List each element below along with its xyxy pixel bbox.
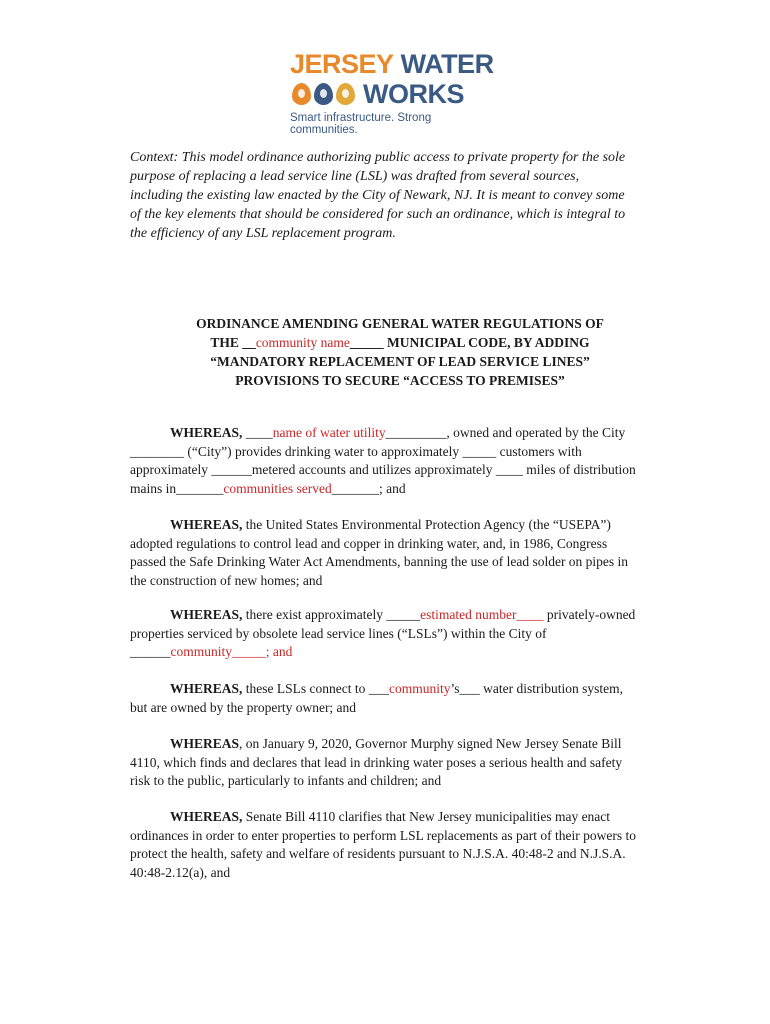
whereas-paragraph-6: WHEREAS, Senate Bill 4110 clarifies that New Jersey municipalities may enact ordinances in order to enter properties to perform LSL replacements as part of their powers to protect the health, safety and welfare of residents pursuant to N.J.S.A. 40:48-2 and N.J.S.A. 40:48-2.12(a), and (130, 809, 636, 880)
logo-word-works: WORKS (363, 79, 464, 109)
placeholder-water-utility: name of water utility (272, 425, 386, 440)
whereas-paragraph-5: WHEREAS, on January 9, 2020, Governor Murphy signed New Jersey Senate Bill 4110, which finds and declares that lead in drinking water poses a serious health and safety risk to the public, particularly to infants and children; and (130, 736, 623, 788)
context-note: Context: This model ordinance authorizing public access to private property for the sole purpose of replacing a lead service line (LSL) was drafted from several sources, including the existing law enacted by the City of Newark, NJ. It is meant to convey some of the key elements that should be considered for such an ordinance, which is integral to the efficiency of any LSL replacement program. (130, 150, 626, 241)
water-drop-icon (314, 83, 333, 105)
logo-word-jersey: JERSEY (290, 49, 394, 79)
logo-word-water: WATER (400, 49, 494, 79)
whereas-paragraph-2: WHEREAS, the United States Environmental Protection Agency (the “USEPA”) adopted regulations to control lead and copper in drinking water, and, in 1986, Congress passed the Safe Drinking Water Act Amendments, banning the use of lead solder on pipes in the construction of new homes; and (130, 517, 629, 588)
title-line-2: THE __community name_____ MUNICIPAL CODE, BY ADDING (210, 335, 590, 350)
placeholder-community-possessive: community (389, 681, 451, 696)
ordinance-title (160, 314, 640, 390)
title-line-1: ORDINANCE AMENDING GENERAL WATER REGULATIONS OF (196, 316, 604, 331)
title-line-4: PROVISIONS TO SECURE “ACCESS TO PREMISES” (235, 373, 565, 388)
logo-line-1 (290, 49, 494, 79)
placeholder-estimated-number: estimated number (420, 607, 517, 622)
placeholder-communities-served: communities served (223, 480, 332, 496)
title-line-3: “MANDATORY REPLACEMENT OF LEAD SERVICE LINES” (210, 354, 590, 369)
logo-line-2 (290, 80, 490, 108)
whereas-paragraph-1: WHEREAS, ____name of water utility_________, owned and operated by the City ________ (“City”) provides drinking water to approximately _____ customers with approximately ______metered accounts and utilizes approximately ____ miles of distribution mains in_______communities served_______; and (130, 425, 636, 496)
logo-tagline: Smart infrastructure. Strong communities. (290, 112, 432, 136)
placeholder-community-name: community name (255, 335, 350, 350)
whereas-paragraph-3: WHEREAS, there exist approximately _____estimated number____ privately-owned properties serviced by obsolete lead service lines (“LSLs”) within the City of ______community_____; and (130, 607, 636, 659)
jersey-water-works-logo (290, 49, 494, 136)
lightning-drop-icon (292, 83, 311, 105)
logo-drops (292, 83, 355, 105)
whereas-paragraph-4: WHEREAS, these LSLs connect to ___community’s___ water distribution system, but are owned by the property owner; and (130, 681, 624, 715)
hand-drop-icon (336, 83, 355, 105)
placeholder-community: community_____; and (170, 644, 293, 659)
